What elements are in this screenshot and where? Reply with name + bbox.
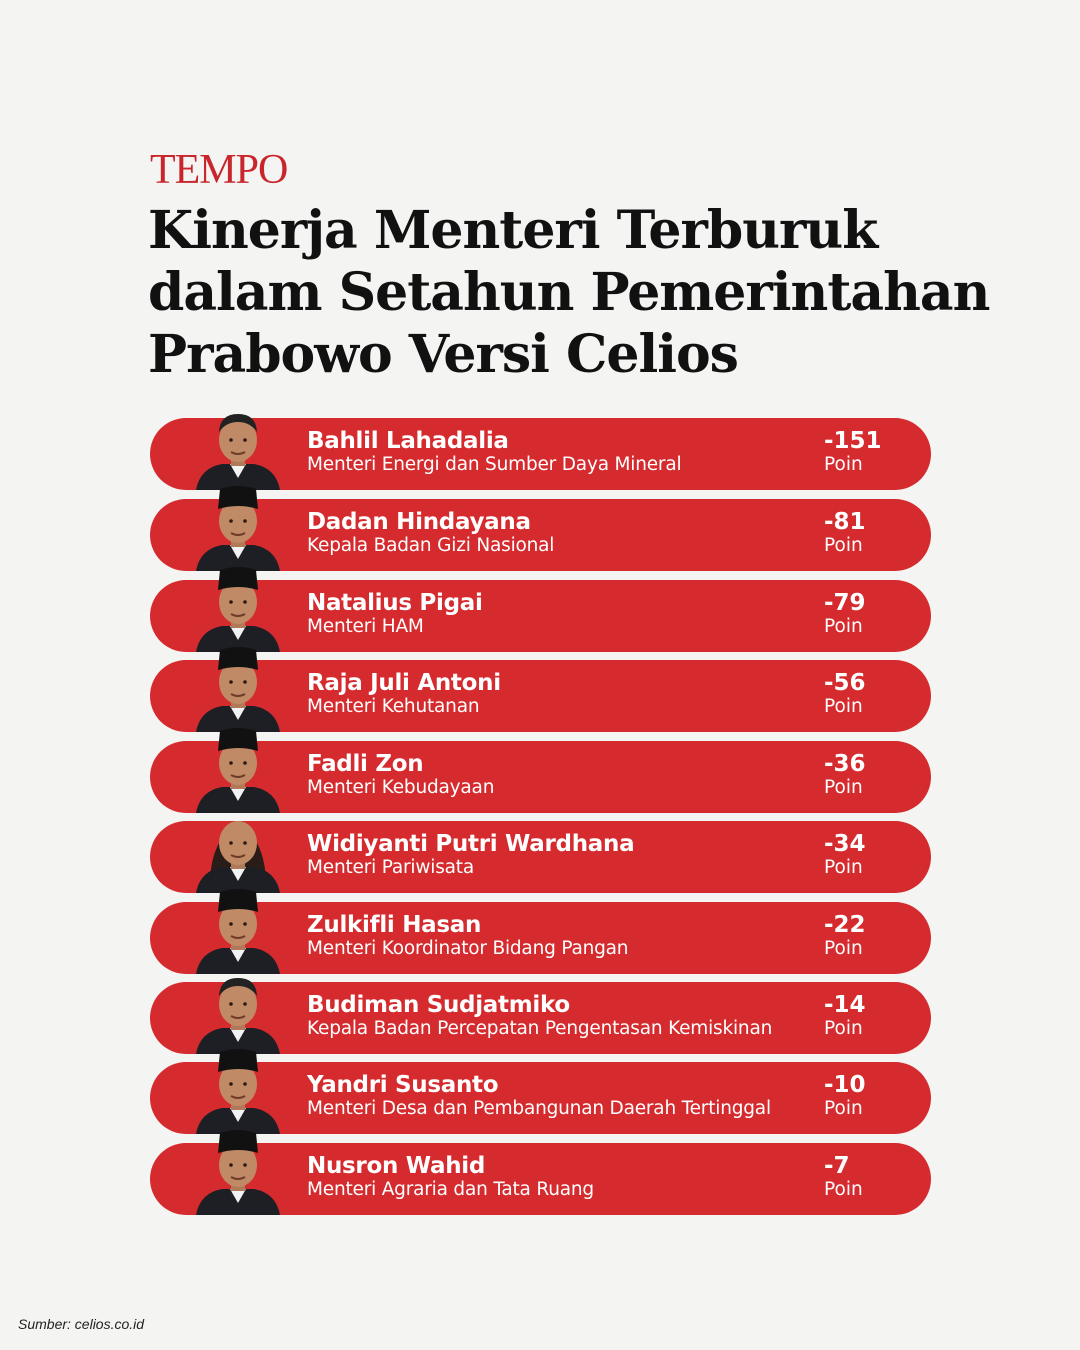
minister-name: Bahlil Lahadalia — [307, 428, 509, 454]
minister-name: Fadli Zon — [307, 751, 424, 777]
title-line-2: dalam Setahun Pemerintahan — [148, 262, 990, 323]
minister-role: Menteri Kehutanan — [307, 696, 480, 717]
minister-role: Menteri Pariwisata — [307, 857, 474, 878]
minister-name: Raja Juli Antoni — [307, 670, 501, 696]
score-value: -151 — [824, 428, 882, 454]
minister-role: Kepala Badan Gizi Nasional — [307, 535, 555, 556]
minister-role: Menteri Energi dan Sumber Daya Mineral — [307, 454, 682, 475]
tempo-logo: TEMPO — [150, 147, 288, 193]
portrait-photo — [190, 479, 286, 571]
minister-role: Kepala Badan Percepatan Pengentasan Kemiskinan — [307, 1018, 773, 1039]
score-value: -36 — [824, 751, 866, 777]
portrait-photo — [190, 398, 286, 490]
minister-name: Yandri Susanto — [307, 1072, 499, 1098]
score-unit: Poin — [824, 1179, 863, 1200]
score-unit: Poin — [824, 696, 863, 717]
portrait-photo — [190, 721, 286, 813]
minister-role: Menteri Koordinator Bidang Pangan — [307, 938, 629, 959]
minister-name: Budiman Sudjatmiko — [307, 992, 570, 1018]
portrait-photo — [190, 1123, 286, 1215]
minister-name: Nusron Wahid — [307, 1153, 486, 1179]
minister-role: Menteri Kebudayaan — [307, 777, 495, 798]
minister-role: Menteri Desa dan Pembangunan Daerah Tertinggal — [307, 1098, 771, 1119]
score-value: -10 — [824, 1072, 866, 1098]
minister-name: Natalius Pigai — [307, 590, 483, 616]
portrait-photo — [190, 962, 286, 1054]
portrait-photo — [190, 1042, 286, 1134]
score-unit: Poin — [824, 454, 863, 475]
score-unit: Poin — [824, 777, 863, 798]
score-unit: Poin — [824, 1098, 863, 1119]
portrait-photo — [190, 640, 286, 732]
score-value: -34 — [824, 831, 866, 857]
minister-name: Widiyanti Putri Wardhana — [307, 831, 635, 857]
portrait-photo — [190, 801, 286, 893]
minister-name: Dadan Hindayana — [307, 509, 531, 535]
minister-role: Menteri Agraria dan Tata Ruang — [307, 1179, 594, 1200]
score-unit: Poin — [824, 616, 863, 637]
title-line-3: Prabowo Versi Celios — [148, 324, 738, 385]
score-unit: Poin — [824, 535, 863, 556]
score-unit: Poin — [824, 1018, 863, 1039]
portrait-photo — [190, 882, 286, 974]
score-value: -56 — [824, 670, 866, 696]
score-unit: Poin — [824, 857, 863, 878]
title-line-1: Kinerja Menteri Terburuk — [148, 200, 878, 261]
score-value: -14 — [824, 992, 866, 1018]
score-value: -81 — [824, 509, 866, 535]
minister-role: Menteri HAM — [307, 616, 424, 637]
minister-name: Zulkifli Hasan — [307, 912, 482, 938]
score-value: -7 — [824, 1153, 850, 1179]
score-value: -79 — [824, 590, 866, 616]
portrait-photo — [190, 560, 286, 652]
score-unit: Poin — [824, 938, 863, 959]
source-note: Sumber: celios.co.id — [18, 1316, 145, 1332]
ranking-row — [150, 1143, 931, 1215]
score-value: -22 — [824, 912, 866, 938]
